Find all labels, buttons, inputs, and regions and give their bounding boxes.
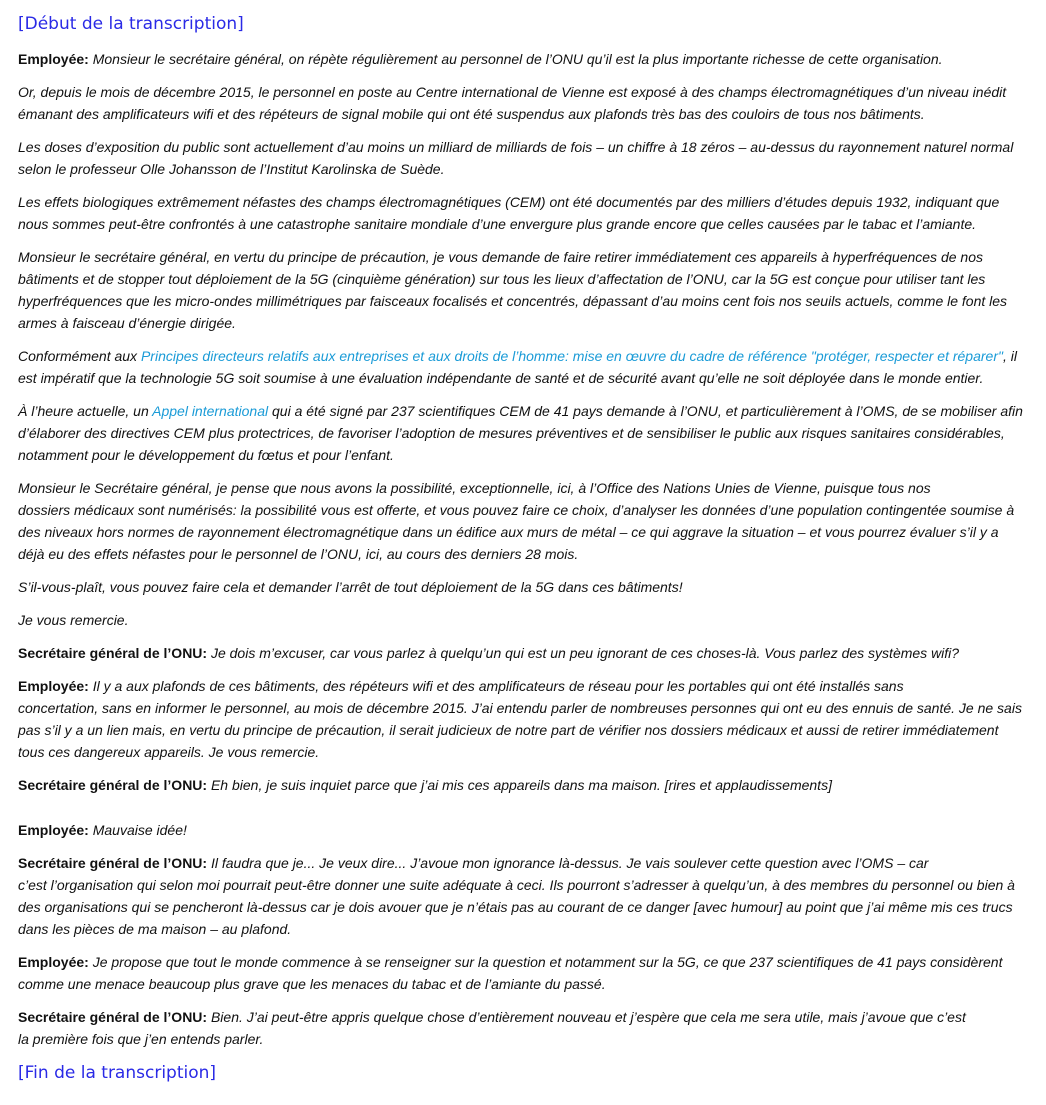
transcript-end-marker: [Fin de la transcription] [18,1063,217,1083]
text: , il est impératif que la technologie 5G soit soumise à une évaluation indépendante de santé et de sécurité avant qu’elle ne soit déployée dans le monde entier. [18,348,1017,386]
speech: Il y a aux plafonds de ces bâtiments, des répéteurs wifi et des amplificateurs de réseau pour les portables qui ont été installés sans [92,678,904,694]
speaker: Employée: [18,954,89,970]
paragraph [18,400,1028,466]
speech: Mauvaise idée! [92,822,187,838]
international-appeal-link[interactable]: Appel international [152,403,269,419]
speech: Il faudra que je... Je veux dire... J’avoue mon ignorance là-dessus. Je vais soulever cette question avec l’OMS – car [210,855,929,871]
paragraph [18,1006,1028,1050]
paragraph [18,642,1028,664]
text: qui a été signé par 237 scientifiques CEM de 41 pays demande à l’ONU, et particulièrement à l’OMS, de se mobiliser afin d’élaborer des directives CEM plus protectrices, de favoriser l’adoption de mesures préventives et de sensibiliser le public aux risques sanitaires considérables, notamment pour le développement du fœtus et pour l’enfant. [18,403,1023,463]
speaker: Secrétaire général de l’ONU: [18,777,208,793]
speech: c’est l’organisation qui selon moi pourrait peut-être donner une suite adéquate à ceci. Ils pourront s’adresser à quelqu’un, à des membres du personnel ou bien à des organisations qui se pencheront là-dessus car je dois avouer que je n’étais pas au courant de ce danger [avec humour] au point que j’ai même mis ces trucs dans les pièces de ma maison – au plafond. [18,877,1015,937]
paragraph [18,951,1028,995]
speaker: Employée: [18,822,89,838]
paragraph [18,852,1028,940]
speaker: Secrétaire général de l’ONU: [18,855,208,871]
paragraph [18,48,1028,70]
paragraph [18,819,1028,841]
paragraph: Je vous remercie. [18,612,129,628]
paragraph: Or, depuis le mois de décembre 2015, le personnel en poste au Centre international de Vienne est exposé à des champs électromagnétiques d’un niveau inédit émanant des amplificateurs wifi et des répéteurs de signal mobile qui ont été suspendus aux plafonds très bas des couloirs de tous nos bâtiments. [18,84,1007,122]
speaker: Employée: [18,678,89,694]
paragraph: Les doses d’exposition du public sont actuellement d’au moins un milliard de milliards de fois – un chiffre à 18 zéros – au-dessus du rayonnement naturel normal selon le professeur Olle Johansson de l’Institut Karolinska de Suède. [18,139,1014,177]
paragraph [18,774,1028,796]
paragraph: Monsieur le secrétaire général, en vertu du principe de précaution, je vous demande de faire retirer immédiatement ces appareils à hyperfréquences de nos bâtiments et de stopper tout déploiement de la 5G (cinquième génération) sur tous les lieux d’affectation de l’ONU, car la 5G est conçue pour utiliser tant les hyperfréquences que les micro-ondes millimétriques par faisceaux focalisés et concentrés, dépassant d’au moins cent fois nos seuils actuels, comme le font les armes à faisceau d’énergie dirigée. [18,249,1008,331]
paragraph [18,345,1028,389]
paragraph [18,477,1028,565]
speech: Bien. J’ai peut-être appris quelque chose d’entièrement nouveau et j’espère que cela me sera utile, mais j’avoue que c’est [210,1009,966,1025]
paragraph [18,675,1028,763]
text: Conformément aux [18,348,141,364]
text: À l’heure actuelle, un [18,403,153,419]
guiding-principles-link[interactable]: Principes directeurs relatifs aux entreprises et aux droits de l’homme: mise en œuvre du cadre de référence "protéger, respecter et réparer" [140,348,1003,364]
speech: Je dois m’excuser, car vous parlez à quelqu’un qui est un peu ignorant de ces choses-là. Vous parlez des systèmes wifi? [210,645,960,661]
speech: Monsieur le secrétaire général, on répète régulièrement au personnel de l’ONU qu’il est la plus importante richesse de cette organisation. [92,51,943,67]
speech: concertation, sans en informer le personnel, au mois de décembre 2015. J’ai entendu parler de nombreuses personnes qui ont eu des ennuis de santé. Je ne sais pas s’il y a un lien mais, en vertu du principe de précaution, il serait judicieux de notre part de vérifier nos dossiers médicaux et aussi de retirer immédiatement tous ces dangereux appareils. Je vous remercie. [18,700,1022,760]
paragraph: S’il-vous-plaît, vous pouvez faire cela et demander l’arrêt de tout déploiement de la 5G dans ces bâtiments! [18,579,683,595]
transcript-start-marker: [Début de la transcription] [18,14,244,34]
speech: Je propose que tout le monde commence à se renseigner sur la question et notamment sur la 5G, ce que 237 scientifiques de 41 pays considèrent comme une menace beaucoup plus grave que les menaces du tabac et de l’amiante du passé. [18,954,1003,992]
text: Monsieur le Secrétaire général, je pense que nous avons la possibilité, exceptionnelle, ici, à l’Office des Nations Unies de Vienne, puisque tous nos [18,480,931,496]
speaker: Employée: [18,51,89,67]
speech: Eh bien, je suis inquiet parce que j’ai mis ces appareils dans ma maison. [rires et applaudissements] [210,777,832,793]
speaker: Secrétaire général de l’ONU: [18,1009,208,1025]
speaker: Secrétaire général de l’ONU: [18,645,208,661]
text: dossiers médicaux sont numérisés: la possibilité vous est offerte, et vous pouvez faire ce choix, d’analyser les données d’une population contingentée soumise à des niveaux hors normes de rayonnement électromagnétique dans un édifice aux murs de métal – ce qui aggrave la situation – et vous pourrez évaluer s’il y a déjà eu des effets néfastes pour le personnel de l’ONU, ici, au cours des derniers 28 mois. [18,502,1015,562]
speech: la première fois que j’en entends parler. [18,1031,264,1047]
paragraph: Les effets biologiques extrêmement néfastes des champs électromagnétiques (CEM) ont été documentés par des milliers d’études depuis 1932, indiquant que nous sommes peut-être confrontés à une catastrophe sanitaire mondiale d’une envergure plus grande encore que celles causées par le tabac et l’amiante. [18,194,1000,232]
